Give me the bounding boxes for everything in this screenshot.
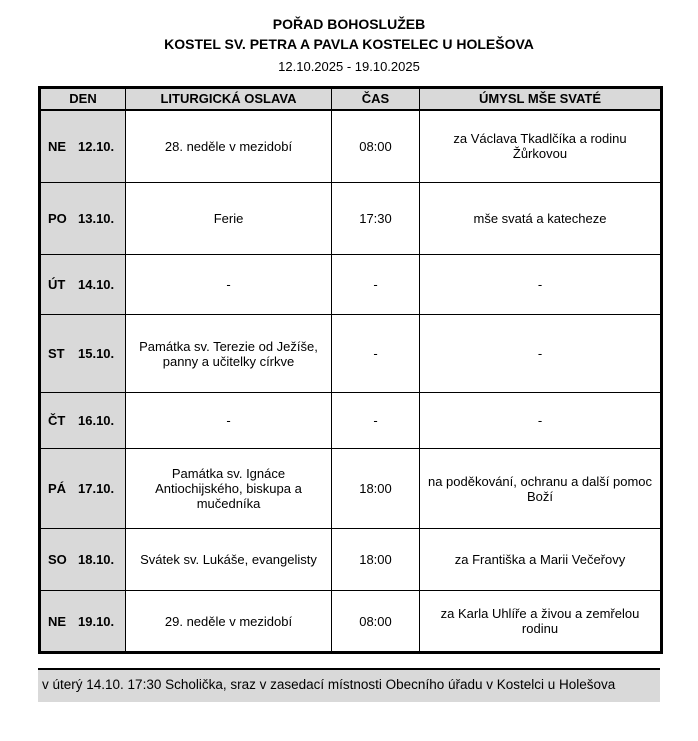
day-abbr: ST [48,346,65,362]
time-cell: - [332,255,420,315]
day-abbr: ČT [48,413,66,429]
day-cell [40,393,126,449]
table-row [40,255,662,315]
celebration-cell: - [126,393,332,449]
day-cell [40,255,126,315]
column-header-cas: ČAS [332,88,420,110]
table-row [40,393,662,449]
day-date: 16.10. [78,413,115,429]
celebration-cell: - [126,255,332,315]
intention-cell: - [420,315,662,393]
page-subtitle: KOSTEL SV. PETRA A PAVLA KOSTELEC U HOLEŠOVA [164,36,534,53]
intention-cell: za Karla Uhlíře a živou a zemřelou rodinu [420,591,662,653]
celebration-cell: Svátek sv. Lukáše, evangelisty [126,529,332,591]
day-cell [40,591,126,653]
intention-cell: za Václava Tkadlčíka a rodinu Žůrkovou [420,110,662,183]
table-header-row [40,88,662,110]
day-abbr: ÚT [48,277,66,293]
date-range: 12.10.2025 - 19.10.2025 [278,58,420,74]
time-cell: 18:00 [332,529,420,591]
time-cell: - [332,393,420,449]
column-header-den: DEN [40,88,126,110]
footer-note: v úterý 14.10. 17:30 Scholička, sraz v zasedací místnosti Obecního úřadu v Kostelci u Holešova [38,668,660,702]
table-row [40,449,662,529]
day-date: 15.10. [78,346,115,362]
intention-cell: za Františka a Marii Večeřovy [420,529,662,591]
day-date: 17.10. [78,481,115,497]
day-date: 13.10. [78,211,115,227]
day-date: 14.10. [78,277,115,293]
day-abbr: NE [48,138,67,154]
day-date: 18.10. [78,552,115,568]
celebration-cell: Památka sv. Terezie od Ježíše, panny a učitelky církve [126,315,332,393]
table-row [40,315,662,393]
time-cell: 18:00 [332,449,420,529]
column-header-umysl: ÚMYSL MŠE SVATÉ [420,88,662,110]
day-cell [40,110,126,183]
day-cell [40,315,126,393]
page-title: POŘAD BOHOSLUŽEB [272,16,426,32]
celebration-cell: Ferie [126,183,332,255]
celebration-cell: 28. neděle v mezidobí [126,110,332,183]
table-row [40,110,662,183]
day-cell [40,183,126,255]
document-header [38,14,660,76]
intention-cell: mše svatá a katecheze [420,183,662,255]
day-cell [40,449,126,529]
schedule-table [38,86,663,654]
table-row [40,529,662,591]
celebration-cell: 29. neděle v mezidobí [126,591,332,653]
day-date: 19.10. [78,613,115,629]
day-abbr: NE [48,613,67,629]
day-abbr: PO [48,211,67,227]
day-date: 12.10. [78,138,115,154]
day-abbr: SO [48,552,67,568]
time-cell: - [332,315,420,393]
column-header-liturgicka-oslava: LITURGICKÁ OSLAVA [126,88,332,110]
intention-cell: - [420,393,662,449]
time-cell: 08:00 [332,591,420,653]
celebration-cell: Památka sv. Ignáce Antiochijského, biskupa a mučedníka [126,449,332,529]
intention-cell: na poděkování, ochranu a další pomoc Boží [420,449,662,529]
time-cell: 17:30 [332,183,420,255]
table-row [40,183,662,255]
intention-cell: - [420,255,662,315]
day-cell [40,529,126,591]
day-abbr: PÁ [48,481,67,497]
time-cell: 08:00 [332,110,420,183]
table-row [40,591,662,653]
